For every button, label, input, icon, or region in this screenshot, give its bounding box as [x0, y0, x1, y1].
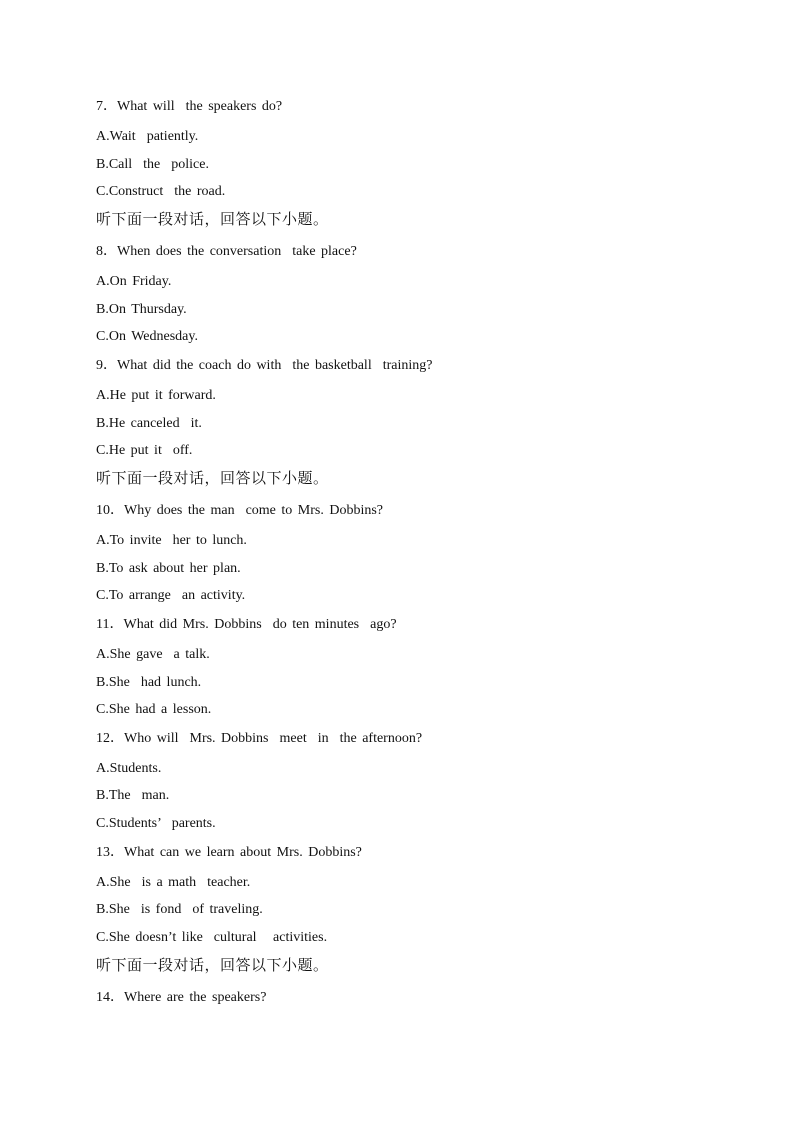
listening-instruction: 听下面一段对话，回答以下小题。: [96, 956, 329, 974]
option-7b: B.Call the police.: [96, 157, 209, 172]
question-9: 9．What did the coach do with the basketball training?: [96, 358, 433, 373]
option-13b: B.She is fond of traveling.: [96, 902, 263, 917]
option-9a: A.He put it forward.: [96, 388, 216, 403]
option-13c: C.She doesn’t like cultural activities.: [96, 930, 328, 945]
question-8: 8．When does the conversation take place?: [96, 244, 357, 259]
listening-instruction: 听下面一段对话，回答以下小题。: [96, 210, 329, 228]
option-10a: A.To invite her to lunch.: [96, 533, 247, 548]
question-12: 12．Who will Mrs. Dobbins meet in the afternoon?: [96, 731, 423, 746]
option-12c: C.Students’ parents.: [96, 816, 216, 831]
listening-instruction: 听下面一段对话，回答以下小题。: [96, 469, 329, 487]
option-9b: B.He canceled it.: [96, 416, 202, 431]
option-10c: C.To arrange an activity.: [96, 588, 246, 603]
option-13a: A.She is a math teacher.: [96, 875, 251, 890]
option-10b: B.To ask about her plan.: [96, 561, 241, 576]
option-8b: B.On Thursday.: [96, 302, 187, 317]
option-11a: A.She gave a talk.: [96, 647, 210, 662]
option-11c: C.She had a lesson.: [96, 702, 212, 717]
option-8c: C.On Wednesday.: [96, 329, 198, 344]
option-12a: A.Students.: [96, 761, 162, 776]
question-10: 10．Why does the man come to Mrs. Dobbins?: [96, 503, 384, 518]
question-14: 14．Where are the speakers?: [96, 990, 267, 1005]
option-7a: A.Wait patiently.: [96, 129, 199, 144]
option-11b: B.She had lunch.: [96, 675, 202, 690]
option-9c: C.He put it off.: [96, 443, 193, 458]
option-12b: B.The man.: [96, 788, 170, 803]
question-13: 13．What can we learn about Mrs. Dobbins?: [96, 845, 362, 860]
option-7c: C.Construct the road.: [96, 184, 226, 199]
question-11: 11．What did Mrs. Dobbins do ten minutes ago?: [96, 617, 397, 632]
option-8a: A.On Friday.: [96, 274, 172, 289]
question-7: 7．What will the speakers do?: [96, 99, 283, 114]
